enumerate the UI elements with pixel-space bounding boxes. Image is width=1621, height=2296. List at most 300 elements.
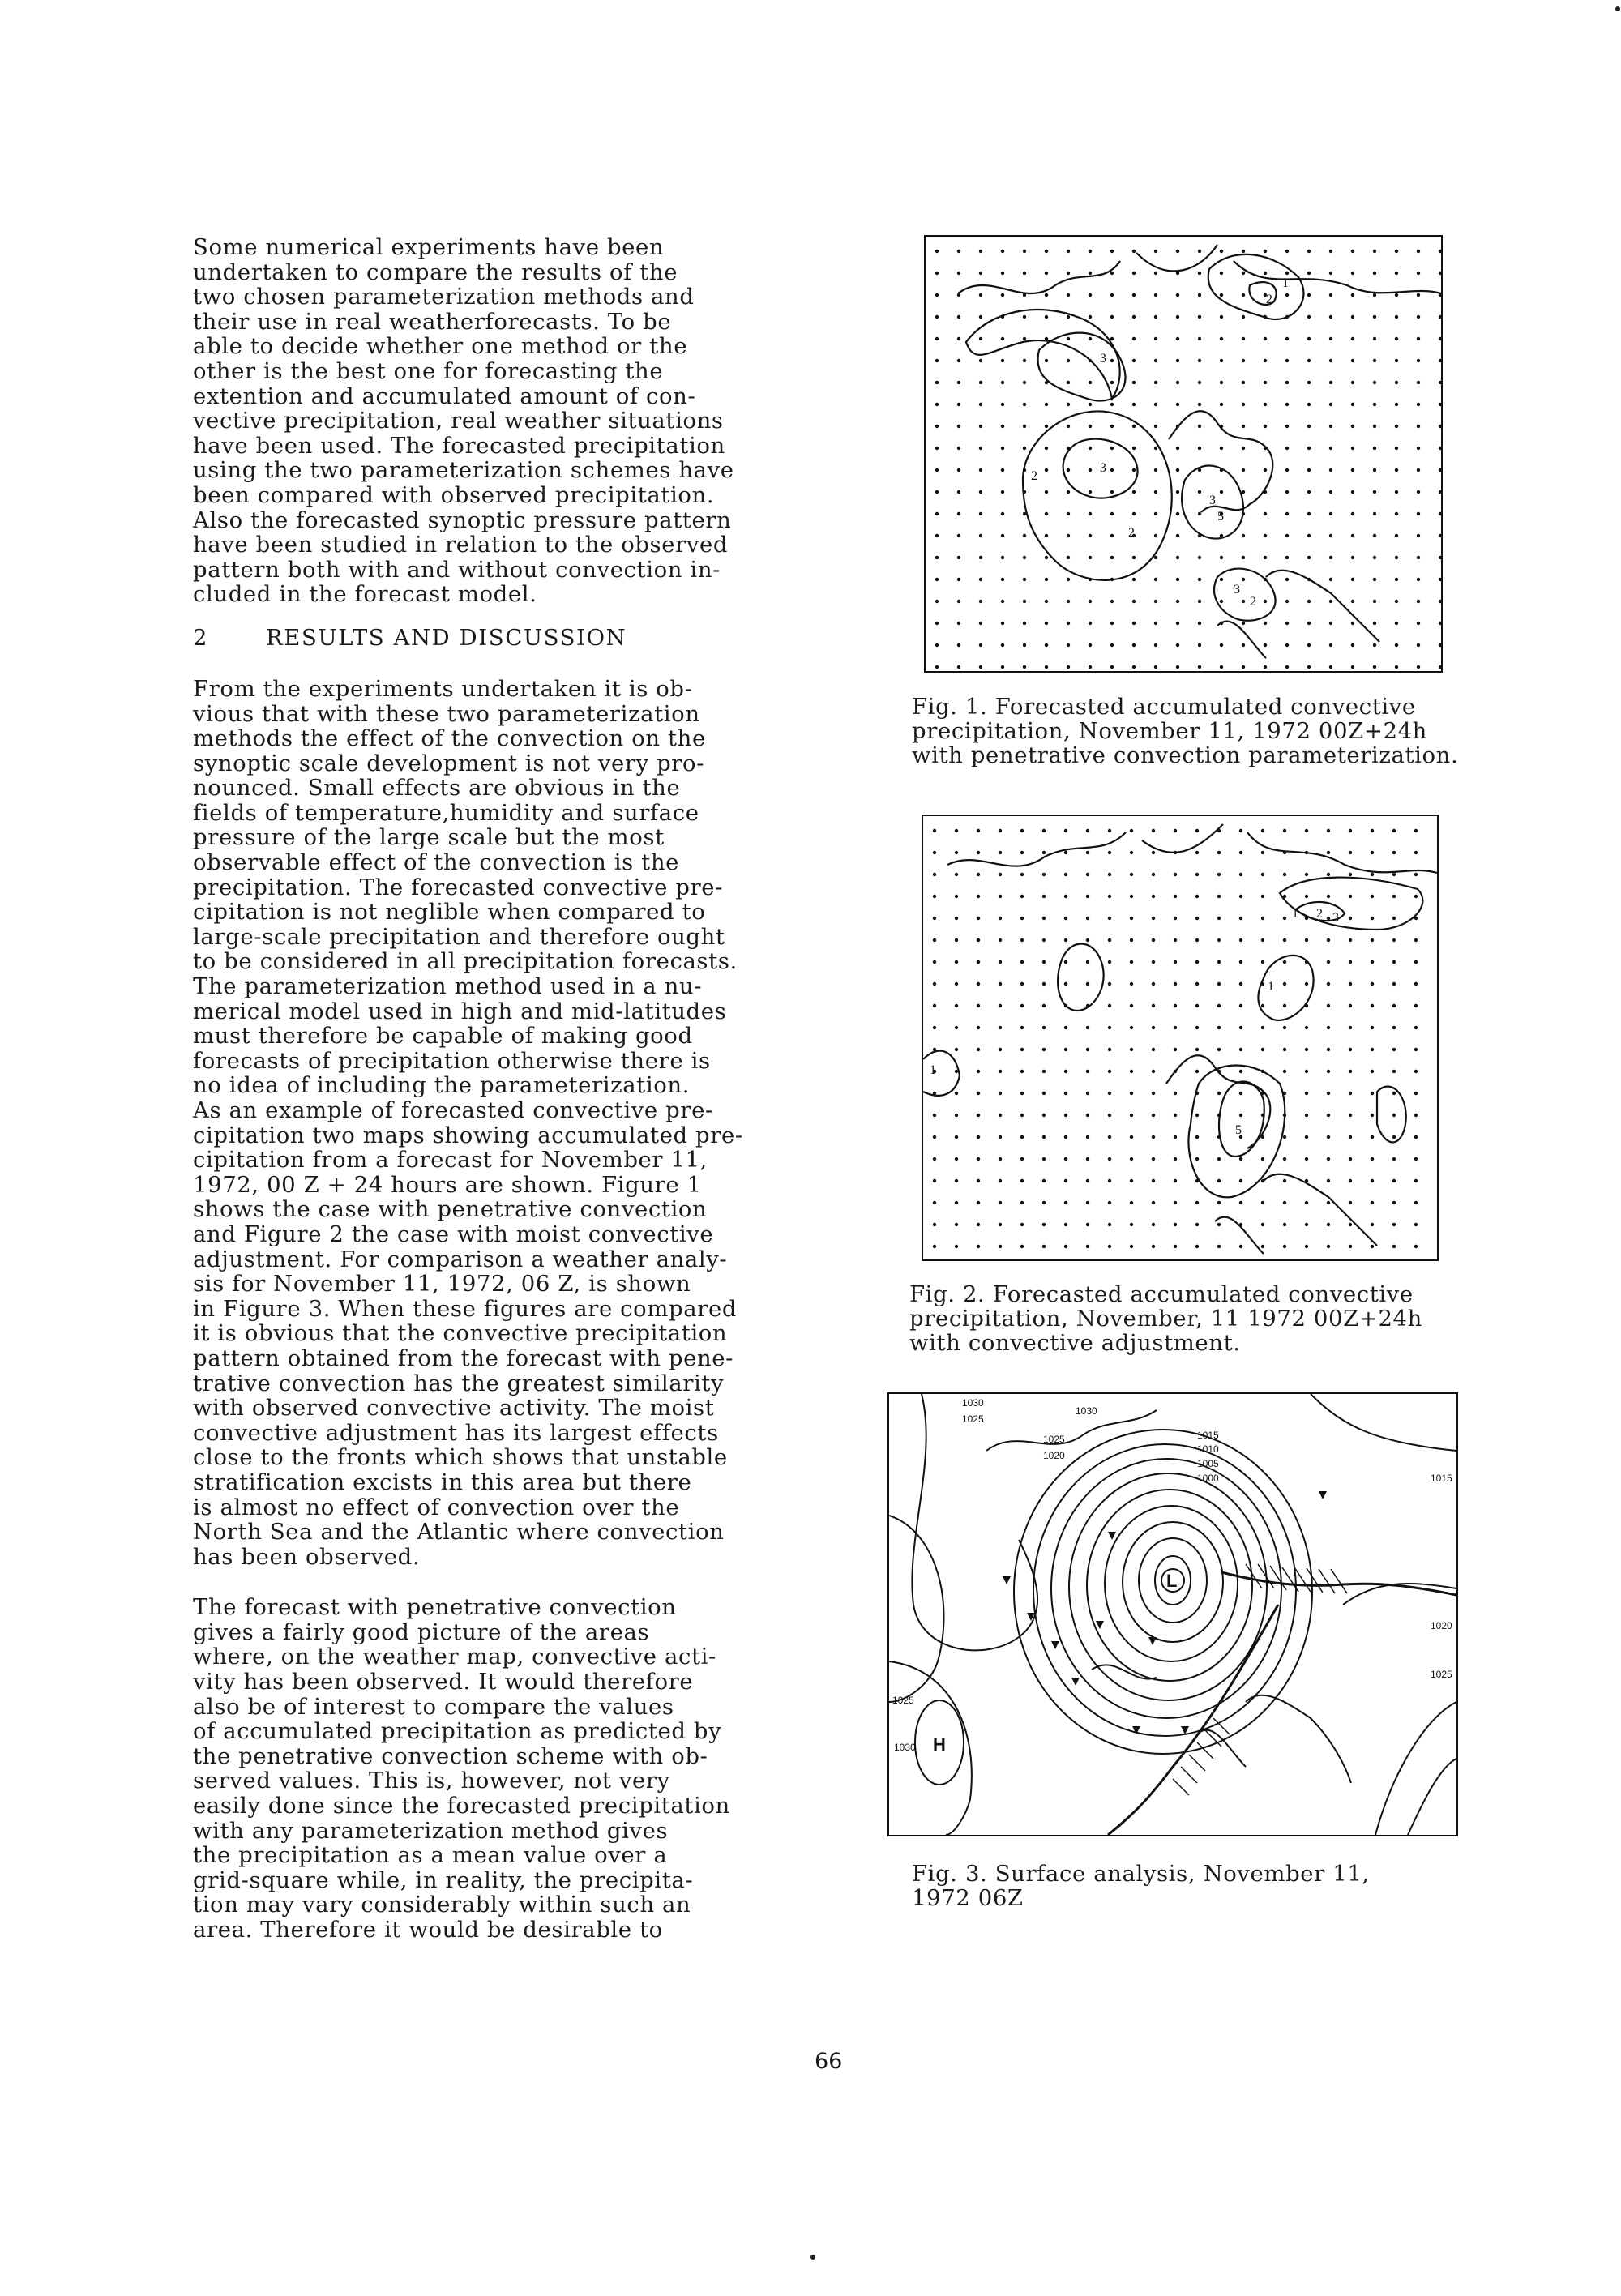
grid-point: [1152, 829, 1155, 832]
grid-point: [1283, 1135, 1286, 1139]
grid-point: [1392, 1092, 1396, 1095]
grid-point: [1176, 556, 1179, 559]
grid-point: [935, 359, 939, 362]
grid-point: [933, 960, 936, 964]
contour-label: 3: [1332, 911, 1339, 925]
grid-point: [1220, 359, 1223, 362]
grid-point: [999, 1201, 1002, 1204]
grid-point: [1154, 512, 1157, 515]
grid-point: [1152, 1026, 1155, 1029]
grid-point: [1349, 1048, 1352, 1051]
grid-point: [1176, 534, 1179, 537]
contour-label: 2: [1316, 907, 1323, 921]
grid-point: [1285, 447, 1289, 450]
grid-point: [1351, 643, 1354, 647]
grid-point: [1349, 1092, 1352, 1095]
grid-point: [1261, 917, 1264, 920]
grid-point: [1414, 1157, 1418, 1161]
grid-point: [1130, 1092, 1133, 1095]
grid-point: [1239, 1026, 1242, 1029]
grid-point: [1220, 665, 1223, 669]
grid-point: [1042, 1157, 1046, 1161]
grid-point: [1371, 1201, 1374, 1204]
grid-point: [1089, 381, 1092, 384]
grid-point: [1089, 337, 1092, 340]
grid-point: [1327, 1092, 1330, 1095]
grid-point: [1130, 1070, 1133, 1073]
grid-point: [1329, 622, 1332, 625]
grid-point: [1110, 272, 1114, 275]
grid-point: [1174, 938, 1177, 942]
grid-point: [957, 512, 960, 515]
grid-point: [1132, 425, 1136, 428]
isobar-label: 1020: [1043, 1450, 1065, 1461]
figure-1-svg: [926, 237, 1441, 671]
grid-point: [1198, 272, 1201, 275]
grid-point: [1086, 1223, 1089, 1226]
grid-point: [1329, 293, 1332, 297]
grid-point: [1242, 425, 1245, 428]
grid-point: [1327, 851, 1330, 854]
grid-point: [1108, 1048, 1111, 1051]
grid-point: [1108, 1245, 1111, 1248]
grid-point: [1045, 556, 1048, 559]
grid-point: [1108, 873, 1111, 876]
grid-point: [1064, 873, 1067, 876]
grid-point: [1371, 917, 1374, 920]
grid-point: [999, 938, 1002, 942]
grid-point: [955, 851, 958, 854]
grid-point: [1130, 982, 1133, 986]
grid-point: [1108, 851, 1111, 854]
grid-point: [1264, 359, 1267, 362]
grid-point: [1414, 1135, 1418, 1139]
grid-point: [1392, 1245, 1396, 1248]
grid-point: [1261, 960, 1264, 964]
grid-point: [977, 917, 980, 920]
grid-point: [1439, 425, 1441, 428]
contour-line: [1258, 956, 1313, 1020]
grid-point: [1307, 447, 1311, 450]
grid-point: [1045, 403, 1048, 406]
grid-point: [1130, 1004, 1133, 1007]
grid-point: [1283, 873, 1286, 876]
grid-point: [1264, 468, 1267, 472]
grid-point: [1395, 556, 1398, 559]
grid-point: [1045, 490, 1048, 494]
grid-point: [1198, 512, 1201, 515]
grid-point: [1042, 1201, 1046, 1204]
grid-point: [1371, 895, 1374, 898]
grid-point: [979, 468, 982, 472]
grid-point: [1174, 1157, 1177, 1161]
grid-point: [957, 272, 960, 275]
grid-point: [999, 917, 1002, 920]
grid-point: [1242, 468, 1245, 472]
grid-point: [1089, 512, 1092, 515]
grid-point: [933, 917, 936, 920]
grid-point: [1373, 490, 1376, 494]
grid-point: [957, 622, 960, 625]
grid-point: [1154, 665, 1157, 669]
grid-point: [1130, 1201, 1133, 1204]
grid-point: [1067, 556, 1070, 559]
contour-label: 1: [1282, 276, 1289, 290]
grid-point: [977, 829, 980, 832]
contour-line: [1280, 878, 1422, 930]
grid-point: [1195, 1135, 1199, 1139]
section-title: RESULTS AND DISCUSSION: [266, 624, 627, 651]
grid-point: [1305, 1070, 1308, 1073]
grid-point: [957, 359, 960, 362]
grid-point: [1176, 337, 1179, 340]
grid-point: [1089, 643, 1092, 647]
grid-point: [1220, 250, 1223, 253]
grid-point: [1242, 359, 1245, 362]
grid-point: [1154, 600, 1157, 603]
grid-point: [1130, 1179, 1133, 1182]
grid-point: [1307, 600, 1311, 603]
grid-point: [955, 1245, 958, 1248]
grid-point: [1220, 272, 1223, 275]
grid-point: [1132, 250, 1136, 253]
grid-point: [1373, 534, 1376, 537]
grid-point: [1020, 938, 1024, 942]
grid-point: [1154, 425, 1157, 428]
grid-point: [957, 468, 960, 472]
paragraph-intro: Some numerical experiments have been undertaken to compare the results of the two chosen parameterization methods and their use in real weatherforecasts. To be able to decide whether one method or the other is the best one for forecasting the extention and accumulated amount of con- vective precipitation, real weather situations have been used. The forecasted precipitation using the two parameterization schemes have been compared with observed precipitation. Also the forecasted synoptic pressure pattern have been studied in relation to the observed pattern both with and without convection in- cluded in the forecast model.: [193, 234, 734, 608]
grid-point: [1086, 873, 1089, 876]
grid-point: [935, 425, 939, 428]
grid-point: [935, 556, 939, 559]
grid-point: [1307, 272, 1311, 275]
grid-point: [1064, 895, 1067, 898]
grid-point: [1195, 1201, 1199, 1204]
grid-point: [955, 938, 958, 942]
grid-point: [1395, 359, 1398, 362]
isobar: [912, 1394, 1037, 1650]
grid-point: [1351, 403, 1354, 406]
grid-point: [979, 600, 982, 603]
grid-point: [1176, 490, 1179, 494]
grid-point: [1108, 960, 1111, 964]
grid-point: [1307, 250, 1311, 253]
grid-point: [935, 293, 939, 297]
grid-point: [977, 1157, 980, 1161]
grid-point: [1327, 938, 1330, 942]
grid-point: [1176, 665, 1179, 669]
isobar-label: 1025: [1431, 1669, 1452, 1680]
grid-point: [1220, 381, 1223, 384]
grid-point: [1001, 578, 1004, 581]
grid-point: [1373, 622, 1376, 625]
grid-point: [999, 1026, 1002, 1029]
grid-point: [999, 1179, 1002, 1182]
grid-point: [1176, 622, 1179, 625]
grid-point: [1198, 250, 1201, 253]
grid-point: [1305, 1026, 1308, 1029]
grid-point: [1349, 1245, 1352, 1248]
grid-point: [1371, 1092, 1374, 1095]
grid-point: [1305, 1157, 1308, 1161]
grid-point: [1023, 556, 1026, 559]
grid-point: [1414, 1092, 1418, 1095]
grid-point: [1001, 643, 1004, 647]
grid-point: [1349, 1223, 1352, 1226]
grid-point: [1108, 1223, 1111, 1226]
grid-point: [1086, 982, 1089, 986]
grid-point: [1154, 359, 1157, 362]
grid-point: [1351, 250, 1354, 253]
grid-point: [1086, 1114, 1089, 1117]
grid-point: [1329, 600, 1332, 603]
grid-point: [1154, 556, 1157, 559]
grid-point: [1439, 447, 1441, 450]
grid-point: [1395, 315, 1398, 319]
grid-point: [1195, 1223, 1199, 1226]
grid-point: [1414, 1048, 1418, 1051]
grid-point: [1110, 337, 1114, 340]
grid-point: [1132, 337, 1136, 340]
grid-point: [935, 665, 939, 669]
grid-point: [1089, 622, 1092, 625]
grid-point: [1195, 1026, 1199, 1029]
grid-point: [1417, 447, 1420, 450]
grid-point: [1373, 359, 1376, 362]
grid-point: [1020, 1157, 1024, 1161]
grid-dots: [933, 829, 1418, 1248]
grid-point: [1349, 1114, 1352, 1117]
grid-point: [955, 1135, 958, 1139]
grid-point: [1023, 272, 1026, 275]
grid-point: [1285, 534, 1289, 537]
grid-point: [933, 829, 936, 832]
grid-point: [1414, 982, 1418, 986]
grid-point: [1195, 1004, 1199, 1007]
grid-point: [1195, 895, 1199, 898]
grid-point: [1349, 1157, 1352, 1161]
grid-point: [1217, 1179, 1221, 1182]
grid-point: [1242, 272, 1245, 275]
contour-label: 2: [1031, 469, 1037, 483]
grid-point: [999, 1070, 1002, 1073]
contour-line: [1058, 944, 1104, 1011]
grid-point: [1371, 873, 1374, 876]
grid-point: [1217, 1004, 1221, 1007]
grid-point: [1217, 851, 1221, 854]
grid-point: [1239, 851, 1242, 854]
grid-point: [1067, 665, 1070, 669]
grid-point: [1154, 403, 1157, 406]
grid-point: [1176, 600, 1179, 603]
grid-point: [1349, 1135, 1352, 1139]
grid-point: [1045, 512, 1048, 515]
grid-point: [1373, 315, 1376, 319]
grid-point: [1217, 982, 1221, 986]
grid-point: [1327, 895, 1330, 898]
grid-point: [1020, 1135, 1024, 1139]
grid-point: [1108, 938, 1111, 942]
grid-point: [977, 1026, 980, 1029]
section-number: 2: [193, 624, 209, 651]
grid-point: [1130, 895, 1133, 898]
contour-label: 2: [1250, 595, 1256, 609]
grid-point: [1395, 490, 1398, 494]
grid-point: [1154, 578, 1157, 581]
grid-point: [1154, 315, 1157, 319]
grid-point: [977, 1201, 980, 1204]
grid-point: [933, 1245, 936, 1248]
grid-point: [955, 1026, 958, 1029]
grid-point: [1439, 643, 1441, 647]
grid-point: [1067, 250, 1070, 253]
grid-point: [1307, 512, 1311, 515]
grid-point: [1371, 1026, 1374, 1029]
grid-point: [979, 381, 982, 384]
grid-point: [1414, 1245, 1418, 1248]
grid-point: [1283, 829, 1286, 832]
grid-point: [1154, 447, 1157, 450]
grid-point: [1020, 960, 1024, 964]
grid-point: [1130, 1157, 1133, 1161]
grid-point: [1108, 1092, 1111, 1095]
grid-point: [1174, 1048, 1177, 1051]
grid-point: [933, 1157, 936, 1161]
grid-point: [1327, 1026, 1330, 1029]
grid-point: [1023, 359, 1026, 362]
grid-point: [1174, 895, 1177, 898]
grid-point: [1198, 622, 1201, 625]
grid-point: [1108, 829, 1111, 832]
grid-point: [1020, 1201, 1024, 1204]
grid-point: [955, 895, 958, 898]
grid-point: [1392, 982, 1396, 986]
grid-point: [1329, 534, 1332, 537]
grid-point: [1042, 873, 1046, 876]
grid-point: [1195, 960, 1199, 964]
grid-point: [1261, 1223, 1264, 1226]
grid-point: [1152, 1157, 1155, 1161]
grid-point: [1439, 381, 1441, 384]
grid-point: [979, 293, 982, 297]
grid-point: [1195, 1114, 1199, 1117]
isobar-rings: [1014, 1430, 1312, 1754]
grid-point: [935, 643, 939, 647]
grid-point: [979, 643, 982, 647]
grid-point: [1152, 1135, 1155, 1139]
grid-point: [1373, 578, 1376, 581]
grid-point: [1001, 512, 1004, 515]
grid-point: [977, 1179, 980, 1182]
grid-point: [1220, 293, 1223, 297]
grid-point: [1264, 556, 1267, 559]
grid-point: [1371, 1223, 1374, 1226]
grid-point: [1414, 1004, 1418, 1007]
grid-point: [1417, 512, 1420, 515]
grid-point: [1064, 1048, 1067, 1051]
grid-point: [1439, 250, 1441, 253]
grid-point: [1373, 425, 1376, 428]
grid-point: [1132, 643, 1136, 647]
grid-point: [1307, 315, 1311, 319]
grid-point: [979, 272, 982, 275]
grid-point: [979, 556, 982, 559]
grid-point: [1020, 1092, 1024, 1095]
grid-point: [1307, 381, 1311, 384]
grid-point: [1220, 643, 1223, 647]
grid-point: [1261, 873, 1264, 876]
grid-point: [957, 337, 960, 340]
grid-point: [977, 895, 980, 898]
grid-point: [1305, 829, 1308, 832]
grid-point: [979, 315, 982, 319]
grid-point: [1327, 960, 1330, 964]
grid-point: [1195, 873, 1199, 876]
grid-point: [1152, 982, 1155, 986]
grid-point: [1327, 1048, 1330, 1051]
grid-point: [1176, 359, 1179, 362]
grid-point: [935, 490, 939, 494]
grid-point: [1198, 425, 1201, 428]
grid-point: [1283, 1004, 1286, 1007]
grid-point: [1392, 1201, 1396, 1204]
grid-point: [1283, 1070, 1286, 1073]
grid-point: [1349, 873, 1352, 876]
grid-point: [1042, 1135, 1046, 1139]
grid-point: [1110, 425, 1114, 428]
grid-point: [1089, 534, 1092, 537]
grid-point: [935, 272, 939, 275]
grid-point: [1110, 490, 1114, 494]
grid-point: [1195, 1070, 1199, 1073]
grid-point: [1242, 315, 1245, 319]
grid-point: [1176, 468, 1179, 472]
grid-point: [1067, 359, 1070, 362]
grid-point: [955, 1179, 958, 1182]
grid-point: [1130, 1048, 1133, 1051]
grid-point: [1392, 1179, 1396, 1182]
grid-point: [1217, 1092, 1221, 1095]
grid-point: [1086, 829, 1089, 832]
grid-point: [1198, 578, 1201, 581]
grid-point: [1307, 425, 1311, 428]
grid-point: [1174, 873, 1177, 876]
grid-point: [1349, 1026, 1352, 1029]
grid-point: [1154, 337, 1157, 340]
grid-point: [1217, 1223, 1221, 1226]
grid-point: [1285, 490, 1289, 494]
grid-point: [955, 1092, 958, 1095]
figure-3-caption: Fig. 3. Surface analysis, November 11, 1972 06Z: [912, 1861, 1370, 1911]
grid-point: [1329, 556, 1332, 559]
low-pressure-label: L: [1166, 1571, 1178, 1591]
grid-point: [1285, 425, 1289, 428]
grid-point: [1395, 447, 1398, 450]
grid-point: [1305, 873, 1308, 876]
isobar-label: 1030: [1076, 1405, 1097, 1417]
high-pressure-label: H: [933, 1734, 946, 1755]
grid-point: [1283, 1179, 1286, 1182]
contour-line: [1208, 254, 1304, 319]
grid-point: [1195, 917, 1199, 920]
contour-label: 1: [930, 1063, 936, 1077]
grid-point: [1020, 1245, 1024, 1248]
grid-point: [933, 1114, 936, 1117]
grid-point: [1371, 1114, 1374, 1117]
grid-point: [1283, 1026, 1286, 1029]
grid-point: [1351, 272, 1354, 275]
grid-point: [1086, 1179, 1089, 1182]
